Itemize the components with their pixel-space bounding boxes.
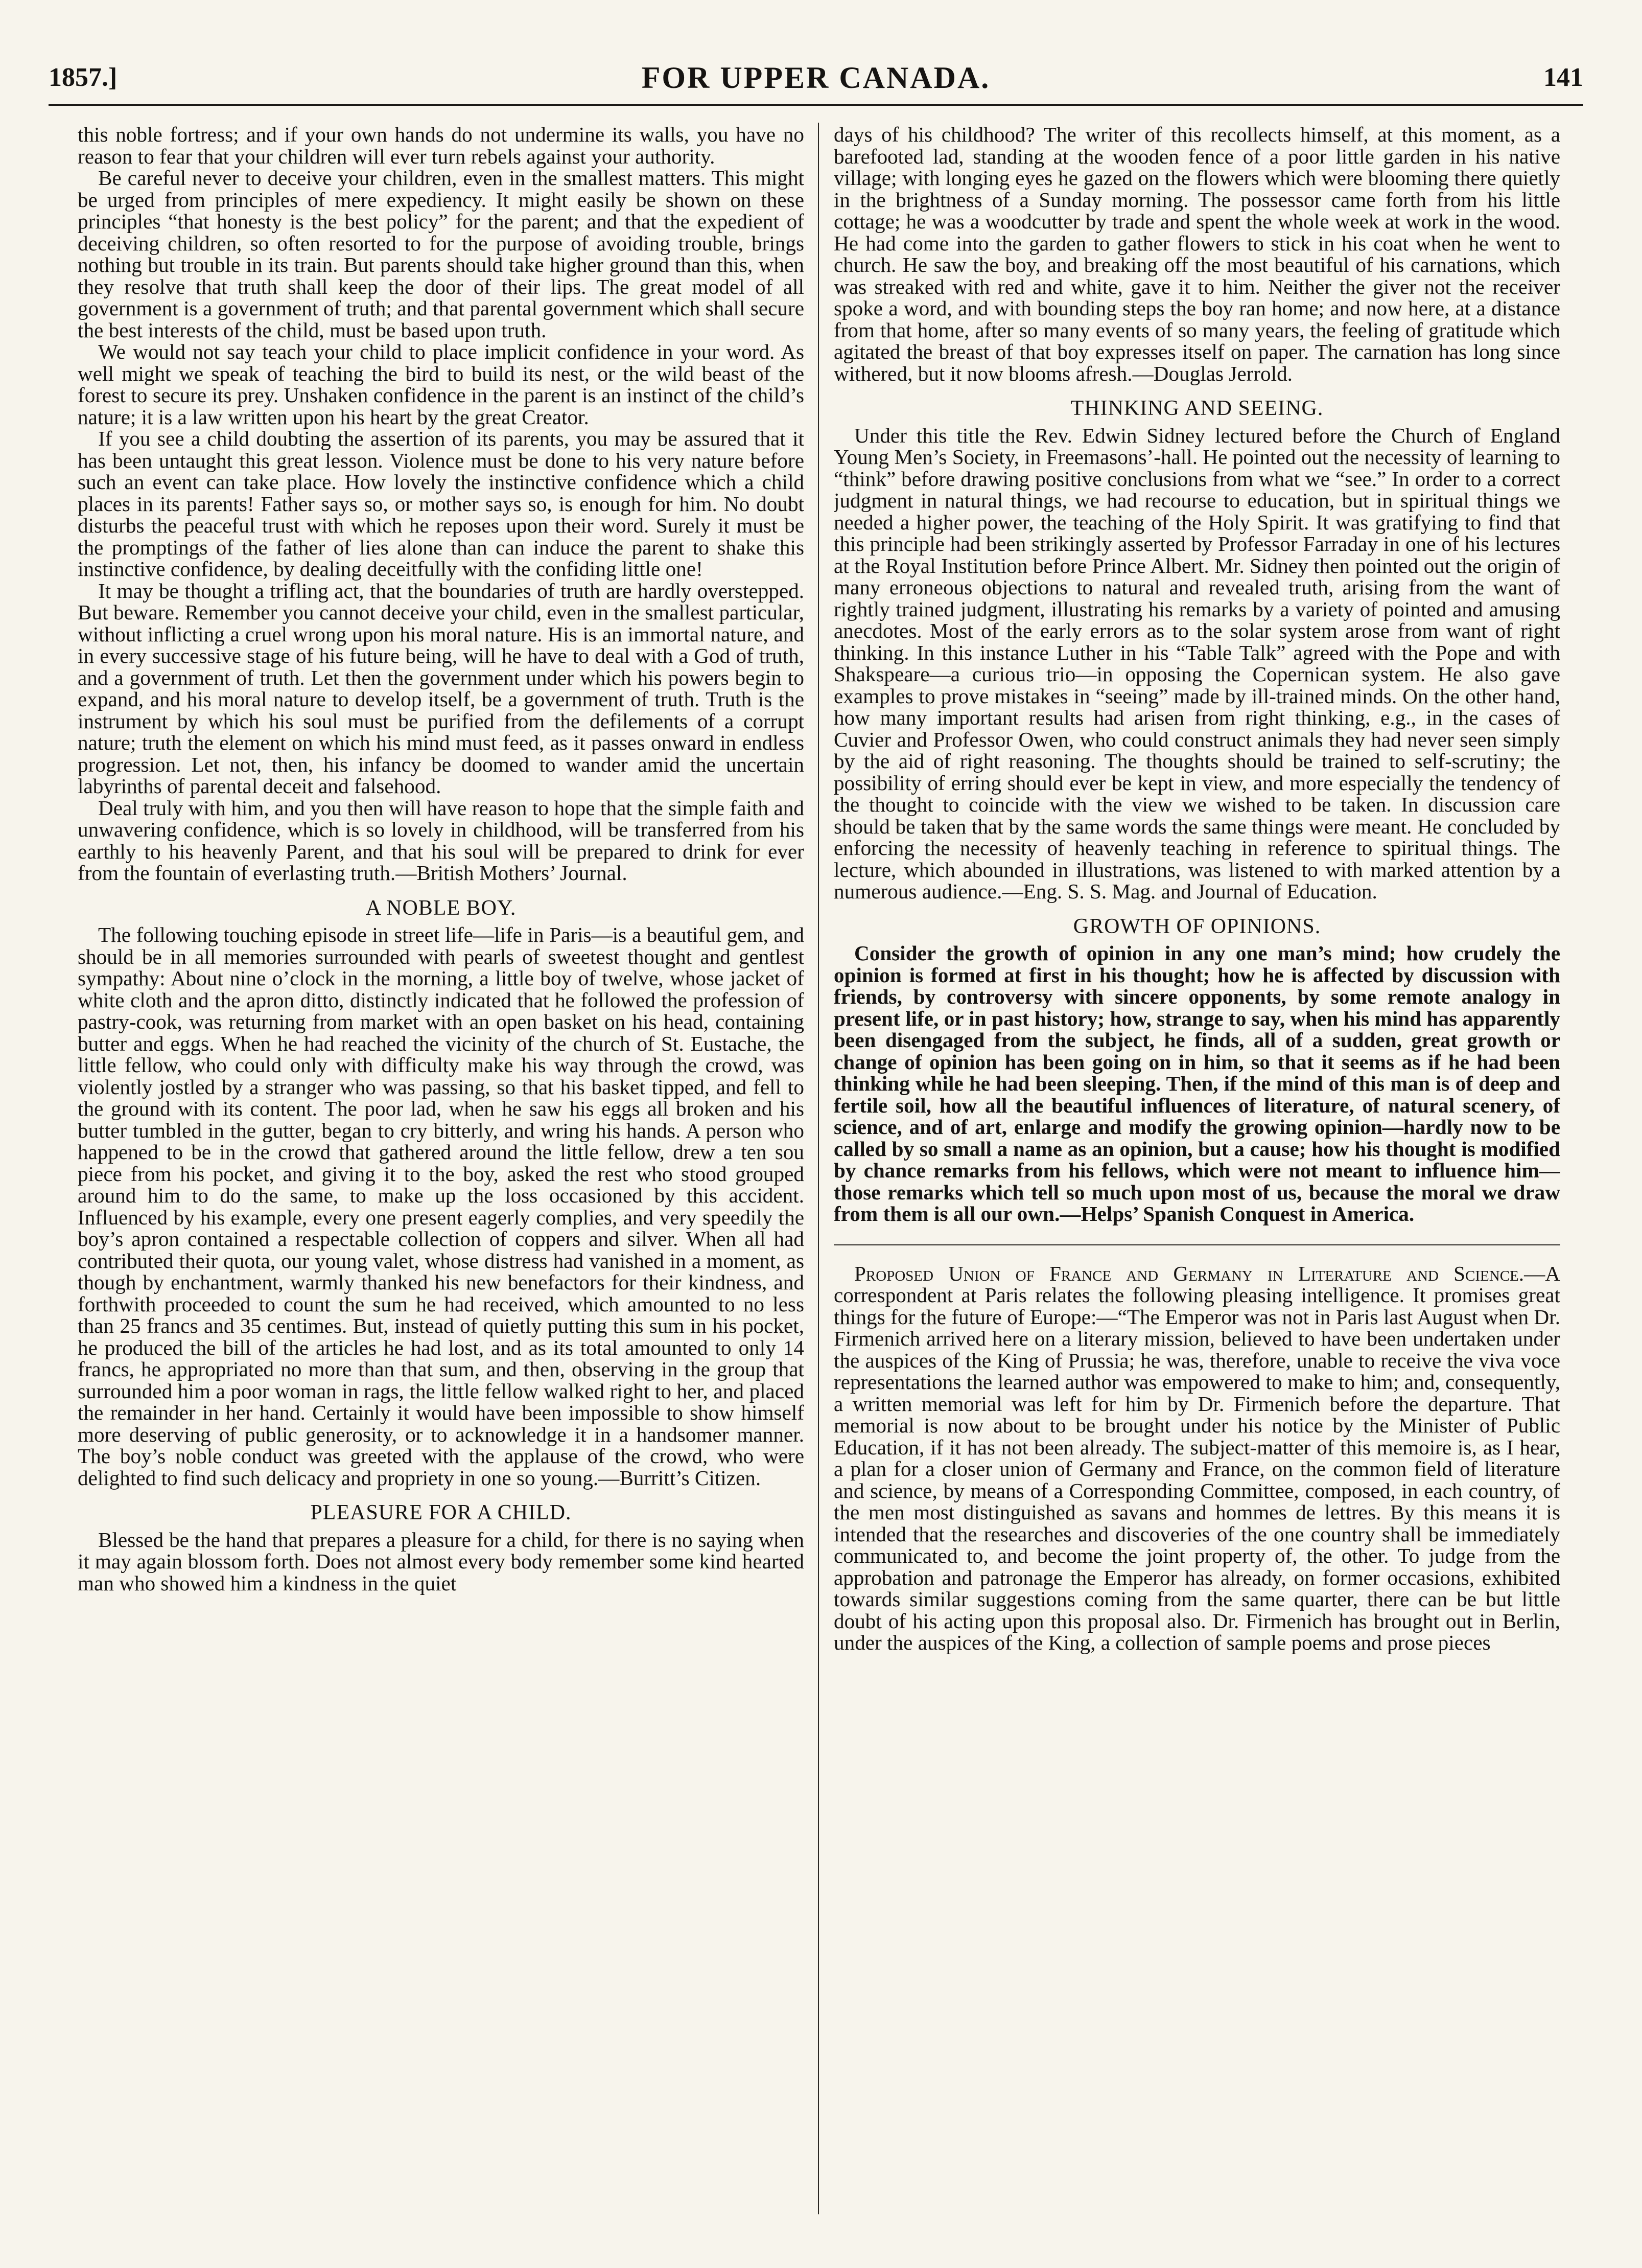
page-header [49,62,1583,106]
section-heading-growth-opinions: GROWTH OF OPINIONS. [1073,914,1321,938]
article-paragraph: We would not say teach your child to place implicit confidence in your word. As well might we speak of teaching the bird to build its nest, or the wild beast of the forest to secure its prey. Unshaken confidence in the parent is an instinct of the child’s nature; it is a law written upon his heart by the great Creator. [78,340,804,429]
proposed-union-paragraph [834,1263,1560,1654]
section-heading-noble-boy: A NOBLE BOY. [365,896,517,920]
article-paragraph: Deal truly with him, and you then will have reason to hope that the simple faith and unwavering confidence, which is so lovely in childhood, will be transferred from his earthly to his heavenly Parent, and that his soul will be prepared to drink for ever from the fountain of everlasting truth.—British Mothers’ Journal. [78,796,804,885]
right-column [834,124,1560,2222]
continued-paragraph: days of his childhood? The writer of this recollects himself, at this moment, as a barefooted lad, standing at the wooden fence of a poor little garden in his native village; with longing eyes he gazed on the flowers which were blooming there quietly in the brightness of a Sunday morning. The possessor came forth from his little cottage; he was a woodcutter by trade and spent the whole week at work in the wood. He had come into the garden to gather flowers to stick in his coat when he went to church. He saw the boy, and breaking off the most beautiful of his carnations, which was streaked with red and white, gave it to him. Neither the giver not the receiver spoke a word, and with bounding steps the boy ran home; and now here, at a distance from that home, after so many events of so many years, the feeling of gratitude which agitated the breast of that boy expresses itself on paper. The carnation has long since withered, but it now blooms afresh.—Douglas Jerrold. [834,124,1560,385]
header-year: 1857.] [49,63,118,92]
section-heading-thinking-seeing: THINKING AND SEEING. [1070,397,1324,420]
section-heading-pleasure-child: PLEASURE FOR A CHILD. [310,1501,572,1524]
growth-opinions-text: Consider the growth of opinion in any one man’s mind; how crudely the opinion is formed at first in his thought; how he is affected by discussion with friends, by controversy with sincere opponents, by some remote analogy in present life, or in past history; how, strange to say, when his mind has apparently been disengaged from the subject, he finds, all of a sudden, great growth or change of opinion has been going on in him, so that it seems as if he had been thinking while he had been sleeping. Then, if the mind of this man is of deep and fertile soil, how all the beautiful influences of literature, of natural scenery, of science, and of art, enlarge and modify the growing opinion—hardly now to be called by so small a name as an opinion, but a cause; how his thought is modified by chance remarks from his fellows, which were not meant to influence him—those remarks which tell so much upon most of us, because the moral we draw from them is all our own.—Helps’ Spanish Conquest in America. [834,941,1560,1225]
proposed-union-text: —A correspondent at Paris relates the following pleasing intelligence. It promises great things for the future of Europe:—“The Emperor was not in Paris last August when Dr. Firmenich arrived here on a literary mission, believed to have been undertaken under the auspices of the King of Prussia; he was, therefore, unable to receive the viva voce representations the learned author was empowered to make to him; and, consequently, a written memorial was left for him by Dr. Firmenich before the departure. That memorial is now about to be brought under his notice by the Minister of Public Education, if it has not been already. The subject-matter of this memoire is, as I hear, a plan for a closer union of Germany and France, on the common field of literature and science, by means of a Corresponding Committee, composed, in each country, of the men most distinguished as savans and hommes de lettres. By this means it is intended that the researches and discoveries of the one country shall be immediately communicated to, and become the joint property of, the other. To judge from the approbation and patronage the Emperor has already, on former occasions, exhibited towards similar suggestions coming from the same quarter, there can be but little doubt of his acting upon this proposal also. Dr. Firmenich has brought out in Berlin, under the auspices of the King, a collection of sample poems and prose pieces [834,1261,1560,1654]
header-title: FOR UPPER CANADA. [641,61,991,95]
article-paragraph: this noble fortress; and if your own hands do not undermine its walls, you have no reason to fear that your children will ever turn rebels against your authority. [78,124,804,168]
column-rule [818,123,819,2214]
proposed-union-lead: Proposed Union of France and Germany in Literature and Science. [854,1261,1524,1285]
thinking-seeing-text: Under this title the Rev. Edwin Sidney lectured before the Church of England Young Men’s Society, in Freemasons’-hall. He pointed out the necessity of learning to “think” before drawing positive conclusions from what we “see.” In order to a correct judgment in natural things, we had recourse to education, but in spiritual things we needed a higher power, the teaching of the Holy Spirit. It was gratifying to find that this principle had been strikingly asserted by Professor Farraday in one of his lectures at the Royal Institution before Prince Albert. Mr. Sidney then pointed out the origin of many erroneous objections to natural and revealed truth, arising from the want of rightly trained judgment, illustrating his remarks by a variety of pointed and amusing anecdotes. Most of the early errors as to the solar system arose from want of right thinking. In this instance Luther in his “Table Talk” agreed with the Pope and with Shakspeare—a curious trio—in opposing the Copernican system. He also gave examples to prove mistakes in “seeing” made by ill-trained minds. On the other hand, how many important results had arisen from right thinking, e.g., in the cases of Cuvier and Professor Owen, who could construct animals they had never seen simply by the aid of right reasoning. The thoughts should be trained to self-scrutiny; the possibility of erring should ever be kept in view, and more especially the tendency of the thought to coincide with the view we wished to be taken. In discussion care should be taken that by the same words the same things were meant. He concluded by enforcing the necessity of heavenly teaching in reference to spiritual things. The lecture, which abounded in illustrations, was listened to with marked attention by a numerous audience.—Eng. S. S. Mag. and Journal of Education. [834,423,1560,903]
article-paragraph: If you see a child doubting the assertion of its parents, you may be assured that it has been untaught this great lesson. Violence must be done to his very nature before such an event can take place. How lovely the instinctive confidence which a child places in its parents! Father says so, or mother says so, is enough for him. No doubt disturbs the peaceful trust with which he reposes upon their word. Surely it must be the promptings of the father of lies alone than can induce the parent to shake this instinctive confidence, by dealing deceitfully with the confiding little one! [78,427,804,581]
page-number: 141 [1543,63,1583,92]
article-paragraph: It may be thought a trifling act, that the boundaries of truth are hardly overstepped. But beware. Remember you cannot deceive your child, even in the smallest particular, without inflicting a cruel wrong upon his moral nature. His is an immortal nature, and in every successive stage of his future being, will he have to deal with a God of truth, and a government of truth. Let then the government under which his powers begin to expand, and his moral nature to develop itself, be a government of truth. Truth is the instrument by which his soul must be purified from the defilements of a corrupt nature; truth the element on which his mind must feed, as it passes onward in endless progression. Let not, then, his infancy be doomed to wander amid the uncertain labyrinths of parental deceit and falsehood. [78,578,804,798]
section-divider [834,1244,1560,1245]
noble-boy-text: The following touching episode in street life—life in Paris—is a beautiful gem, and should be in all memories surrounded with pearls of sweetest thought and gentlest sympathy: About nine o’clock in the morning, a little boy of twelve, whose jacket of white cloth and the apron ditto, distinctly indicated that he followed the profession of pastry-cook, was returning from market with an open basket on his head, containing butter and eggs. When he had reached the vicinity of the church of St. Eustache, the little fellow, who could only with difficulty make his way through the crowd, was violently jostled by a stranger who was passing, so that his basket tipped, and fell to the ground with its content. The poor lad, when he saw his eggs all broken and his butter tumbled in the gutter, began to cry bitterly, and wring his hands. A person who happened to be in the crowd that gathered around the little fellow, drew a ten sou piece from his pocket, and giving it to the boy, asked the rest who stood grouped around him to do the same, to make up the loss occasioned by this accident. Influenced by his example, every one present eagerly complies, and very speedily the boy’s apron contained a respectable collection of coppers and silver. When all had contributed their quota, our young valet, whose distress had vanished in a moment, as though by enchantment, warmly thanked his new benefactors for their kindness, and forthwith proceeded to count the sum he had received, which amounted to no less than 25 francs and 35 centimes. But, instead of quietly putting this sum in his pocket, he produced the bill of the articles he had lost, and as its total amounted to only 14 francs, he appropriated no more than that sum, and then, observing in the group that surrounded him a poor woman in rags, the little fellow walked right to her, and placed the remainder in her hand. Certainly it would have been impossible to show himself more deserving of public generosity, or to acknowledge it in a handsomer manner. The boy’s noble conduct was greeted with the applause of the crowd, who were delighted to find such delicacy and propriety in one so young.—Burritt’s Citizen. [78,923,804,1490]
pleasure-child-text: Blessed be the hand that prepares a pleasure for a child, for there is no saying when it may again blossom forth. Does not almost every body remember some kind hearted man who showed him a kindness in the quiet [78,1528,804,1595]
left-column [78,124,804,2222]
article-paragraph: Be careful never to deceive your children, even in the smallest matters. This might be urged from principles of mere expediency. It might easily be shown on these principles “that honesty is the best policy” for the parent; and that the expedient of deceiving children, so often resorted to for the purpose of avoiding trouble, brings nothing but trouble in its train. But parents should take higher ground than this, when they resolve that truth shall keep the door of their lips. The great model of all government is a government of truth; and that parental government which shall secure the best interests of the child, must be based upon truth. [78,166,804,342]
